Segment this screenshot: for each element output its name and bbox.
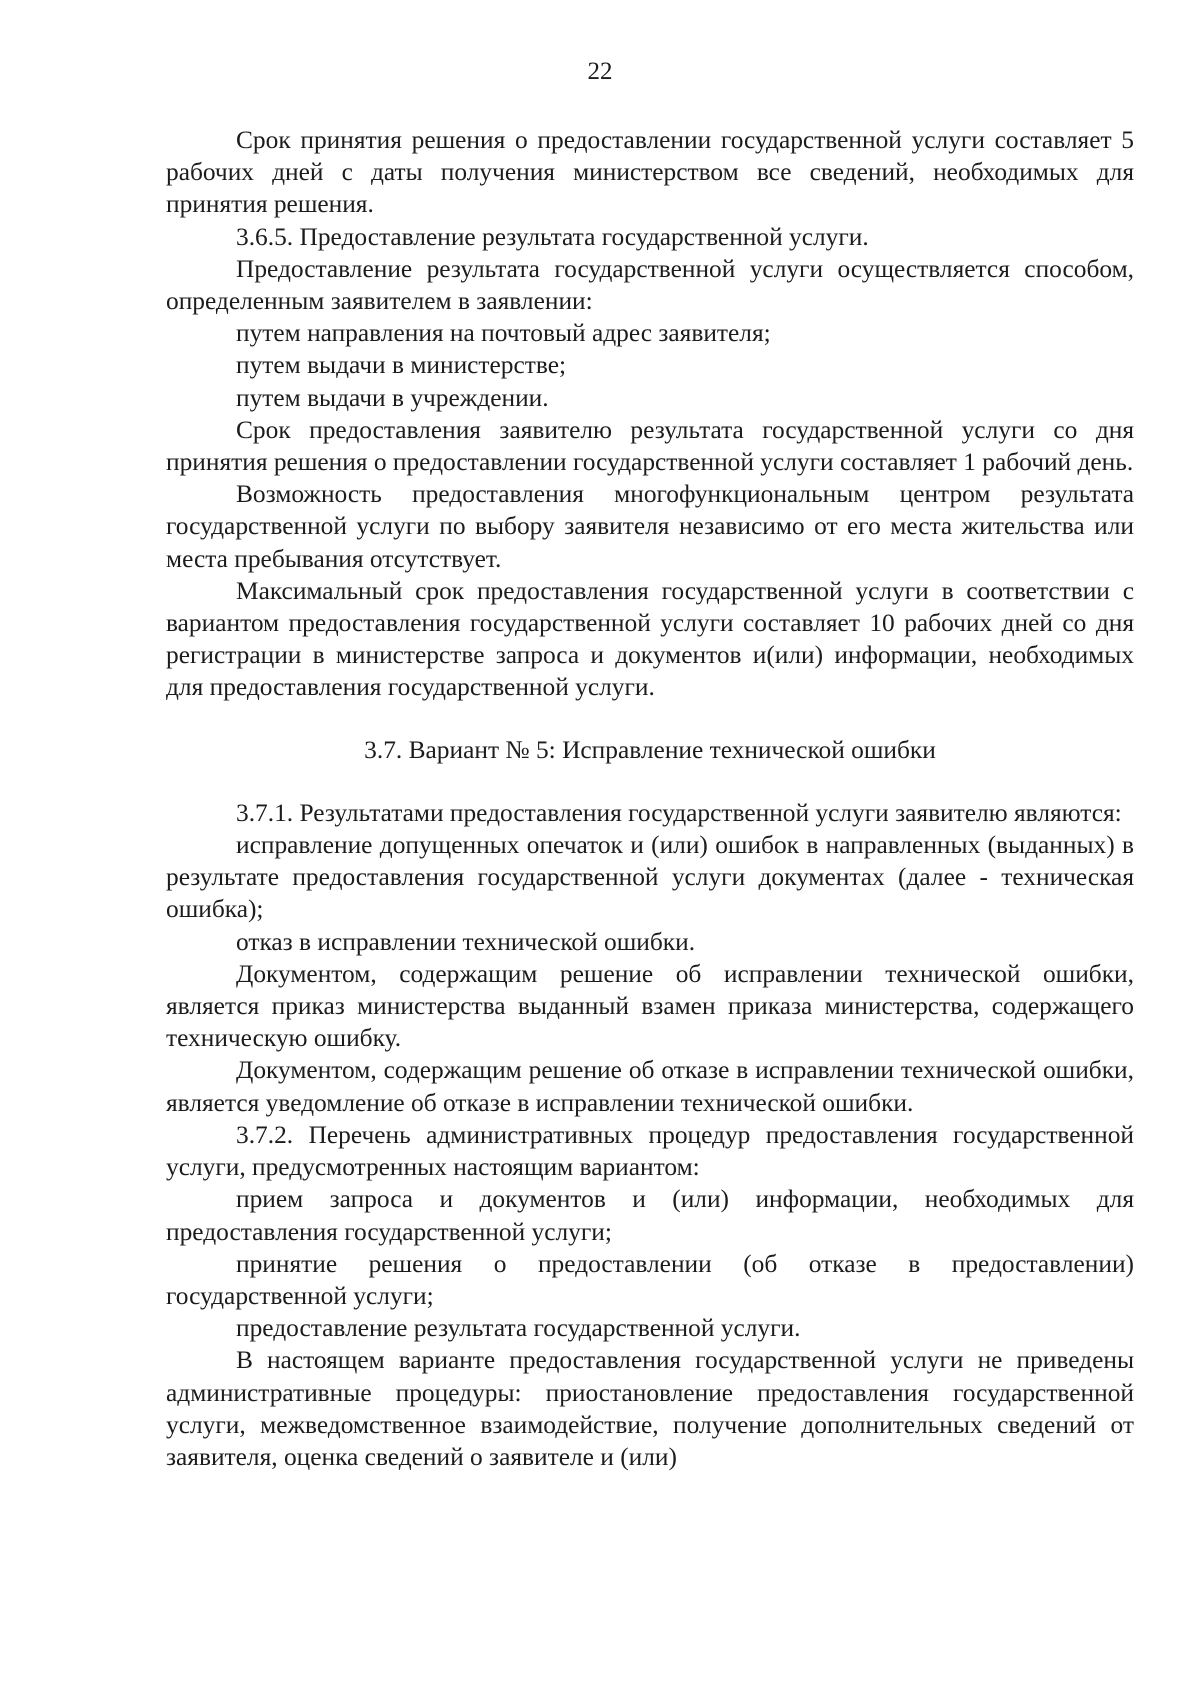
list-item: путем выдачи в министерстве; bbox=[236, 351, 567, 380]
paragraph: Предоставление результата государственной услуги осуществляется способом, определенным заявителем в заявлении: bbox=[166, 254, 1134, 316]
list-item: отказ в исправлении технической ошибки. bbox=[236, 927, 696, 956]
list-item: исправление допущенных опечаток и (или) ошибок в направленных (выданных) в результате предоставления государственной услуги документах (далее - техническая ошибка); bbox=[166, 831, 1134, 924]
paragraph: 3.7.2. Перечень административных процедур предоставления государственной услуги, предусмотренных настоящим вариантом: bbox=[166, 1120, 1134, 1182]
paragraph: Максимальный срок предоставления государственной услуги в соответствии с вариантом предоставления государственной услуги составляет 10 рабочих дней со дня регистрации в министерстве запроса и документов и(или) информации, необходимых для предоставления государственной услуги. bbox=[166, 576, 1134, 702]
section-heading: 3.7. Вариант № 5: Исправление технической ошибки bbox=[364, 735, 936, 764]
list-item: путем выдачи в учреждении. bbox=[236, 383, 549, 412]
list-item: принятие решения о предоставлении (об отказе в предоставлении) государственной услуги; bbox=[166, 1249, 1134, 1310]
subsection-title: 3.6.5. Предоставление результата государственной услуги. bbox=[236, 222, 869, 251]
paragraph: 3.7.1. Результатами предоставления государственной услуги заявителю являются: bbox=[236, 798, 1122, 827]
list-item: прием запроса и документов и (или) информации, необходимых для предоставления государственной услуги; bbox=[166, 1185, 1134, 1246]
paragraph: Возможность предоставления многофункциональным центром результата государственной услуги по выбору заявителя независимо от его места жительства или места пребывания отсутствует. bbox=[166, 480, 1134, 573]
list-item: предоставление результата государственной услуги. bbox=[236, 1314, 801, 1343]
paragraph: Срок принятия решения о предоставлении государственной услуги составляет 5 рабочих дней с даты получения министерством все сведений, необходимых для принятия решения. bbox=[166, 126, 1134, 219]
paragraph: Документом, содержащим решение об отказе в исправлении технической ошибки, является уведомление об отказе в исправлении технической ошибки. bbox=[166, 1056, 1134, 1117]
list-item: путем направления на почтовый адрес заявителя; bbox=[236, 319, 771, 348]
paragraph: Документом, содержащим решение об исправлении технической ошибки, является приказ министерства выданный взамен приказа министерства, содержащего техническую ошибку. bbox=[166, 959, 1134, 1053]
paragraph: Срок предоставления заявителю результата государственной услуги со дня принятия решения о предоставлении государственной услуги составляет 1 рабочий день. bbox=[166, 415, 1134, 477]
document-body bbox=[166, 124, 1134, 1473]
page-number: 22 bbox=[587, 58, 613, 85]
paragraph: В настоящем варианте предоставления государственной услуги не приведены административные процедуры: приостановление предоставления государственной услуги, межведомственное взаимодействие, получение дополнительных сведений от заявителя, оценка сведений о заявителе и (или) bbox=[166, 1346, 1134, 1471]
